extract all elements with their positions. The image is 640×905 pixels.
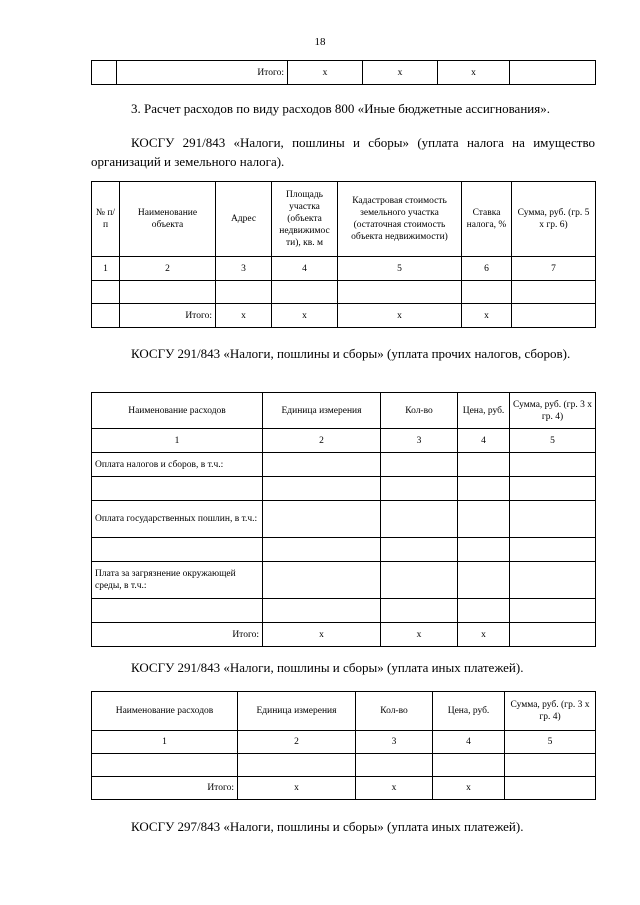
cell-x: х	[458, 623, 510, 647]
header-cell: Сумма, руб. (гр. 3 х гр. 4)	[510, 393, 596, 429]
itogo-label: Итого:	[120, 304, 216, 328]
row-label: Плата за загрязнение окружающей среды, в т.ч.:	[92, 562, 263, 599]
column-number: 4	[458, 429, 510, 453]
table-row	[92, 477, 596, 501]
header-cell: Наименование объекта	[120, 182, 216, 257]
cell	[216, 281, 272, 304]
cell	[458, 538, 510, 562]
column-number: 2	[120, 257, 216, 281]
cell-x: х	[263, 623, 381, 647]
row-label: Оплата налогов и сборов, в т.ч.:	[92, 453, 263, 477]
section-heading: 3. Расчет расходов по виду расходов 800 «Иные бюджетные ассигнования».	[131, 101, 550, 116]
header-cell: Кол-во	[381, 393, 458, 429]
cell-x: х	[238, 777, 356, 800]
cell-x: х	[288, 61, 363, 85]
header-cell: Сумма, руб. (гр. 3 х гр. 4)	[505, 692, 596, 731]
cell	[510, 599, 596, 623]
column-number: 4	[433, 731, 505, 754]
cell	[381, 538, 458, 562]
other-taxes-table	[91, 392, 596, 647]
column-number: 2	[263, 429, 381, 453]
cell	[381, 501, 458, 538]
header-cell: Кол-во	[356, 692, 433, 731]
cell-x: х	[433, 777, 505, 800]
table-row	[92, 281, 596, 304]
cell-x: х	[438, 61, 510, 85]
cell	[92, 281, 120, 304]
other-payments-table	[91, 691, 596, 800]
cell	[381, 477, 458, 501]
cell	[92, 477, 263, 501]
cell	[381, 562, 458, 599]
row-label: Оплата государственных пошлин, в т.ч.:	[92, 501, 263, 538]
page-number: 18	[314, 36, 326, 48]
cell	[462, 281, 512, 304]
column-number: 3	[381, 429, 458, 453]
cell-x: х	[338, 304, 462, 328]
cell	[458, 599, 510, 623]
column-number: 7	[512, 257, 596, 281]
itogo-label: Итого:	[92, 777, 238, 800]
property-tax-table	[91, 181, 596, 328]
cell	[120, 281, 216, 304]
kosgu-other-payments-heading: КОСГУ 291/843 «Налоги, пошлины и сборы» (уплата иных платежей).	[131, 660, 524, 675]
kosgu-297-heading: КОСГУ 297/843 «Налоги, пошлины и сборы» (уплата иных платежей).	[131, 819, 524, 834]
cell	[458, 501, 510, 538]
header-cell: Единица измерения	[238, 692, 356, 731]
cell	[433, 754, 505, 777]
cell-x: х	[363, 61, 438, 85]
kosgu-property-land-heading: КОСГУ 291/843 «Налоги, пошлины и сборы» (уплата налога на имущество организаций и земельного налога).	[91, 135, 595, 169]
cell	[458, 562, 510, 599]
cell-x: х	[462, 304, 512, 328]
cell	[263, 501, 381, 538]
header-cell: Цена, руб.	[433, 692, 505, 731]
cell	[92, 304, 120, 328]
cell	[510, 562, 596, 599]
column-number: 6	[462, 257, 512, 281]
cell	[510, 477, 596, 501]
cell	[381, 453, 458, 477]
cell	[92, 538, 263, 562]
cell	[512, 281, 596, 304]
column-number: 1	[92, 257, 120, 281]
cell	[458, 453, 510, 477]
cell	[510, 453, 596, 477]
cell	[263, 538, 381, 562]
column-number: 3	[356, 731, 433, 754]
cell-x: х	[216, 304, 272, 328]
table-row	[92, 599, 596, 623]
header-cell: Площадь участка (объекта недвижимос ти), кв. м	[272, 182, 338, 257]
table-row	[92, 562, 596, 599]
column-number: 1	[92, 731, 238, 754]
cell	[510, 538, 596, 562]
cell	[263, 562, 381, 599]
cell-x: х	[356, 777, 433, 800]
column-number: 2	[238, 731, 356, 754]
itogo-label: Итого:	[92, 623, 263, 647]
top-table-fragment	[91, 60, 596, 85]
cell	[510, 623, 596, 647]
cell	[92, 599, 263, 623]
table-row	[92, 501, 596, 538]
header-cell: Наименование расходов	[92, 692, 238, 731]
header-cell: Ставка налога, %	[462, 182, 512, 257]
column-number: 4	[272, 257, 338, 281]
column-number: 3	[216, 257, 272, 281]
cell-x: х	[381, 623, 458, 647]
cell	[338, 281, 462, 304]
cell	[505, 777, 596, 800]
cell	[92, 61, 117, 85]
cell	[381, 599, 458, 623]
cell	[263, 453, 381, 477]
table-row	[92, 538, 596, 562]
cell	[510, 501, 596, 538]
table-row	[92, 754, 596, 777]
header-cell: Цена, руб.	[458, 393, 510, 429]
cell	[92, 754, 238, 777]
cell	[272, 281, 338, 304]
itogo-label: Итого:	[117, 61, 288, 85]
cell	[356, 754, 433, 777]
cell	[263, 599, 381, 623]
kosgu-other-taxes-heading: КОСГУ 291/843 «Налоги, пошлины и сборы» (уплата прочих налогов, сборов).	[131, 346, 571, 361]
cell	[238, 754, 356, 777]
cell	[458, 477, 510, 501]
column-number: 5	[510, 429, 596, 453]
column-number: 5	[505, 731, 596, 754]
column-number: 1	[92, 429, 263, 453]
cell	[505, 754, 596, 777]
table-row	[92, 453, 596, 477]
column-number: 5	[338, 257, 462, 281]
cell	[512, 304, 596, 328]
header-cell: Наименование расходов	[92, 393, 263, 429]
header-cell: Сумма, руб. (гр. 5 х гр. 6)	[512, 182, 596, 257]
header-cell: Адрес	[216, 182, 272, 257]
cell	[510, 61, 596, 85]
header-cell: Кадастровая стоимость земельного участка (остаточная стоимость объекта недвижимости)	[338, 182, 462, 257]
cell-x: х	[272, 304, 338, 328]
header-cell: Единица измерения	[263, 393, 381, 429]
cell	[263, 477, 381, 501]
header-cell: № п/п	[92, 182, 120, 257]
